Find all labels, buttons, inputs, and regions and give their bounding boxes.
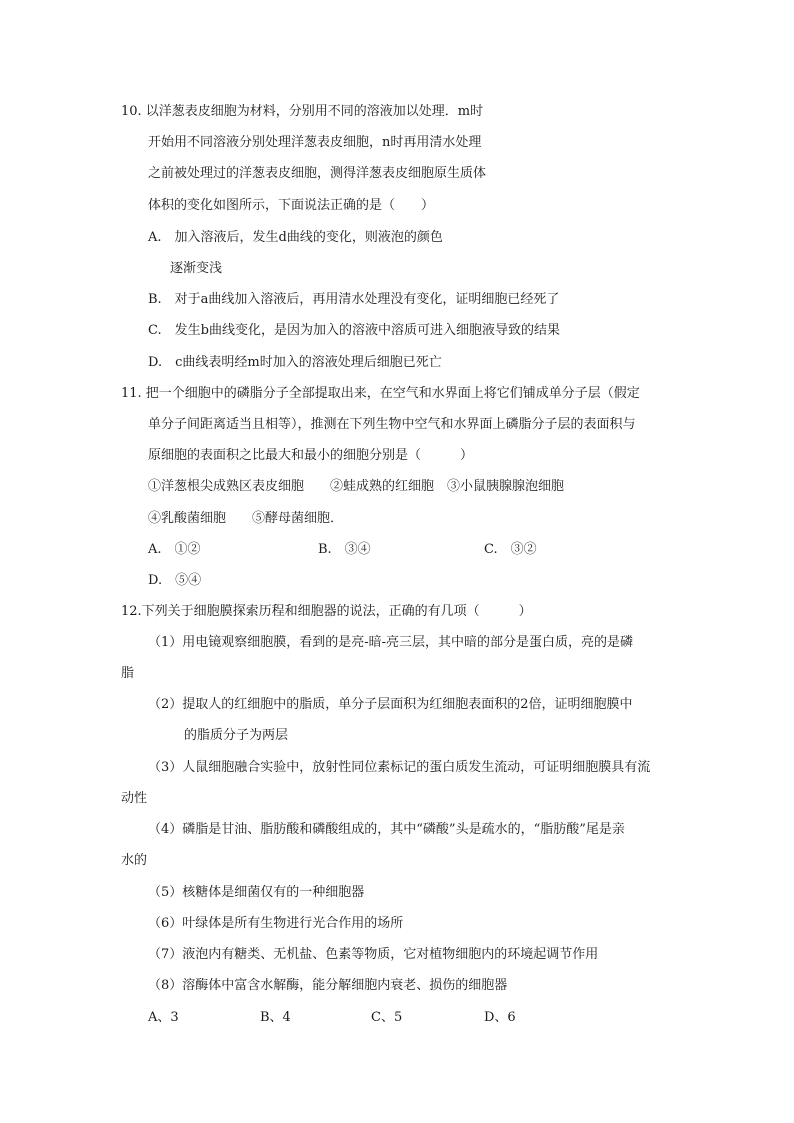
q11-stem-line-2: 单分子间距离适当且相等），推测在下列生物中空气和水界面上磷脂分子层的表面积与: [148, 417, 636, 432]
q12-option-a: A、3: [148, 1010, 179, 1025]
q11-option-a: A. ①②: [148, 542, 201, 557]
q11-option-d: D. ⑤④: [148, 573, 202, 588]
q12-item-8: （8）溶酶体中富含水解酶，能分解细胞内衰老、损伤的细胞器: [148, 978, 508, 993]
q10-option-a-cont: 逐渐变浅: [170, 261, 223, 276]
q12-option-d: D、6: [484, 1010, 516, 1025]
q12-item-2: （2）提取人的红细胞中的脂质，单分子层面积为红细胞表面积的2倍，证明细胞膜中: [148, 697, 633, 712]
q10-stem-line-4: 体积的变化如图所示，下面说法正确的是（ ）: [148, 198, 435, 213]
q11-choices-line-2: ④乳酸菌细胞 ⑤酵母菌细胞．: [148, 511, 344, 526]
q12-item-2-cont: 的脂质分子为两层: [184, 728, 289, 743]
q12-option-b: B、4: [260, 1010, 291, 1025]
q12-item-3: （3）人鼠细胞融合实验中，放射性同位素标记的蛋白质发生流动，可证明细胞膜具有流: [148, 760, 651, 775]
q11-option-b: B. ③④: [318, 542, 371, 557]
q12-item-3-cont: 动性: [121, 791, 148, 806]
q12-item-7: （7）液泡内有糖类、无机盐、色素等物质，它对植物细胞内的环境起调节作用: [148, 947, 599, 962]
q11-stem-line-1: 11. 把一个细胞中的磷脂分子全部提取出来，在空气和水界面上将它们铺成单分子层（假定: [121, 386, 640, 401]
q10-stem-line-3: 之前被处理过的洋葱表皮细胞，测得洋葱表皮细胞原生质体: [148, 166, 487, 181]
q12-item-4-cont: 水的: [121, 853, 148, 868]
q12-option-c: C、5: [371, 1010, 403, 1025]
q10-stem-line-2: 开始用不同溶液分别处理洋葱表皮细胞，n时再用清水处理: [148, 135, 482, 150]
q12-item-5: （5）核糖体是细菌仅有的一种细胞器: [148, 885, 365, 900]
q11-option-c: C. ③②: [484, 542, 537, 557]
q11-stem-line-3: 原细胞的表面积之比最大和最小的细胞分别是（ ）: [148, 448, 474, 463]
q10-option-a: A. 加入溶液后，发生d曲线的变化，则液泡的颜色: [148, 230, 443, 245]
q10-option-d: D. c曲线表明经m时加入的溶液处理后细胞已死亡: [148, 355, 442, 370]
q12-item-6: （6）叶绿体是所有生物进行光合作用的场所: [148, 916, 404, 931]
q12-item-1-cont: 脂: [121, 666, 135, 681]
q10-stem-line-1: 10. 以洋葱表皮细胞为材料，分别用不同的溶液加以处理．m时: [121, 104, 484, 119]
q10-option-c: C. 发生b曲线变化，是因为加入的溶液中溶质可进入细胞液导致的结果: [148, 323, 560, 338]
q12-item-1: （1）用电镜观察细胞膜，看到的是亮-暗-亮三层，其中暗的部分是蛋白质，亮的是磷: [148, 635, 634, 650]
q10-option-b: B. 对于a曲线加入溶液后，再用清水处理没有变化，证明细胞已经死了: [148, 292, 560, 307]
q12-item-4: （4）磷脂是甘油、脂肪酸和磷酸组成的，其中“磷酸”头是疏水的，“脂肪酸”尾是亲: [148, 822, 625, 837]
q11-choices-line-1: ①洋葱根尖成熟区表皮细胞 ②蛙成熟的红细胞 ③小鼠胰腺腺泡细胞: [148, 479, 565, 494]
q12-stem: 12.下列关于细胞膜探索历程和细胞器的说法，正确的有几项（ ）: [121, 604, 532, 619]
